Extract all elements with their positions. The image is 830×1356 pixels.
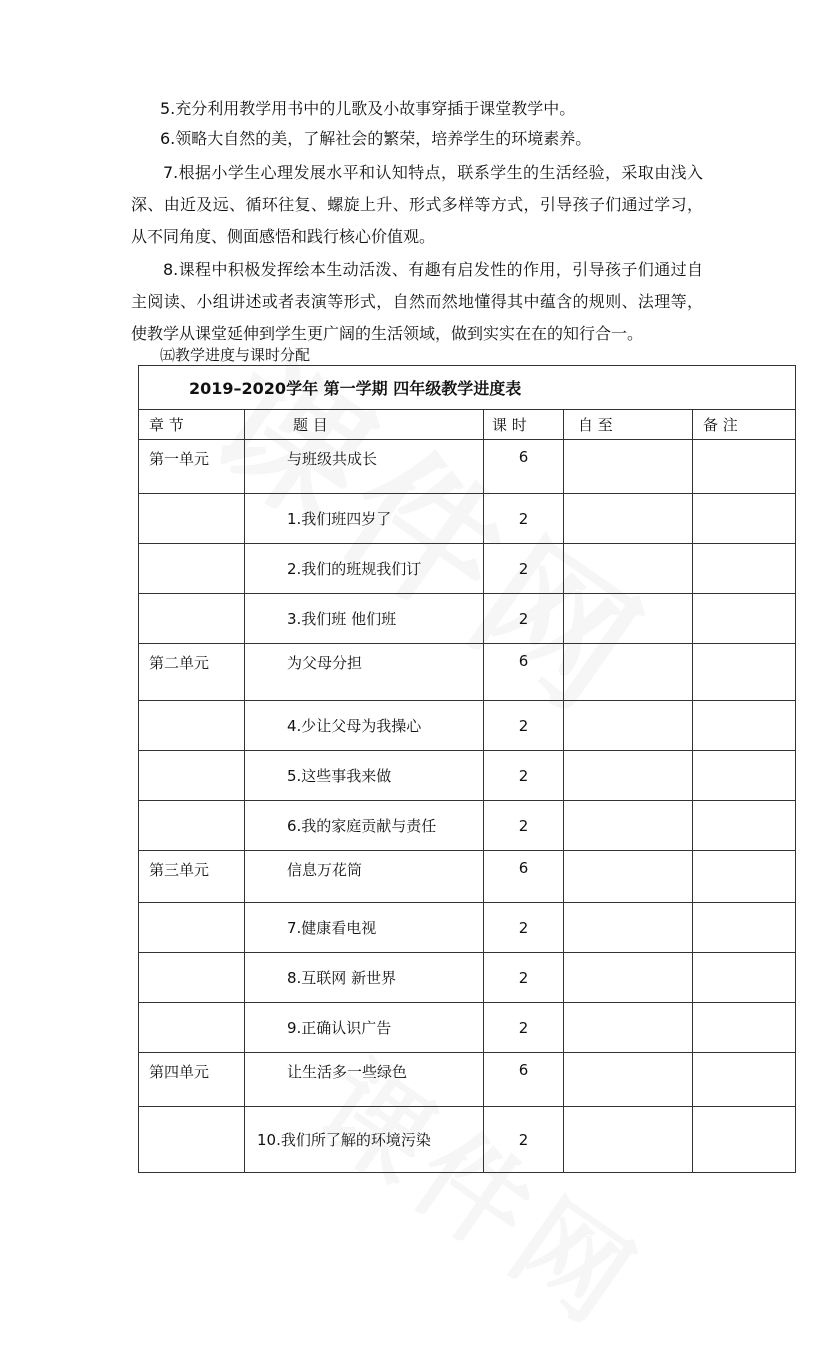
cell-topic: 8.互联网 新世界 [245,953,484,1003]
cell-topic: 7.健康看电视 [245,903,484,953]
cell-hours: 2 [484,953,564,1003]
cell-from-to [564,953,693,1003]
cell-hours: 2 [484,751,564,801]
cell-topic: 2.我们的班规我们订 [245,544,484,594]
cell-hours: 2 [484,1003,564,1053]
cell-chapter [139,701,245,751]
cell-hours: 6 [484,440,564,494]
cell-chapter: 第三单元 [139,851,245,903]
cell-topic: 5.这些事我来做 [245,751,484,801]
cell-hours: 2 [484,701,564,751]
table-title-row [139,366,796,410]
cell-notes [693,701,796,751]
cell-chapter [139,953,245,1003]
table-row [139,594,796,644]
cell-topic: 为父母分担 [245,644,484,701]
table-row [139,801,796,851]
cell-from-to [564,701,693,751]
cell-topic: 10.我们所了解的环境污染 [245,1107,484,1173]
header-topic: 题 目 [245,410,484,440]
cell-chapter: 第四单元 [139,1053,245,1107]
cell-from-to [564,1107,693,1173]
cell-from-to [564,1053,693,1107]
table-row [139,494,796,544]
cell-notes [693,801,796,851]
cell-chapter [139,494,245,544]
table-row [139,701,796,751]
table-row [139,644,796,701]
cell-topic: 9.正确认识广告 [245,1003,484,1053]
cell-notes [693,903,796,953]
table-row [139,953,796,1003]
cell-topic: 6.我的家庭贡献与责任 [245,801,484,851]
table-row [139,1003,796,1053]
cell-hours: 2 [484,1107,564,1173]
cell-hours: 6 [484,644,564,701]
cell-chapter: 第一单元 [139,440,245,494]
cell-chapter [139,544,245,594]
cell-from-to [564,751,693,801]
header-from-to: 自 至 [564,410,693,440]
table-header-row [139,410,796,440]
cell-from-to [564,544,693,594]
cell-hours: 2 [484,544,564,594]
cell-from-to [564,594,693,644]
table-row [139,440,796,494]
paragraph-7: 7.根据小学生心理发展水平和认知特点，联系学生的生活经验，采取由浅入深、由近及远、循环往复、螺旋上升、形式多样等方式，引导孩子们通过学习，从不同角度、侧面感悟和践行核心价值观。 [131,163,703,246]
cell-hours: 6 [484,1053,564,1107]
table-row [139,851,796,903]
table-row [139,544,796,594]
cell-chapter [139,594,245,644]
cell-notes [693,494,796,544]
cell-chapter [139,751,245,801]
cell-chapter [139,801,245,851]
cell-notes [693,751,796,801]
cell-hours: 6 [484,851,564,903]
header-chapter: 章 节 [139,410,245,440]
cell-notes [693,440,796,494]
cell-from-to [564,903,693,953]
cell-topic: 与班级共成长 [245,440,484,494]
cell-topic: 4.少让父母为我操心 [245,701,484,751]
cell-notes [693,1107,796,1173]
cell-chapter [139,1107,245,1173]
cell-hours: 2 [484,801,564,851]
cell-topic: 让生活多一些绿色 [245,1053,484,1107]
paragraph-8: 8.课程中积极发挥绘本生动活泼、有趣有启发性的作用，引导孩子们通过自主阅读、小组讲述或者表演等形式，自然而然地懂得其中蕴含的规则、法理等，使教学从课堂延伸到学生更广阔的生活领域，做到实实在在的知行合一。 [131,260,703,343]
schedule-table [138,365,796,1173]
cell-notes [693,1053,796,1107]
cell-chapter [139,903,245,953]
cell-topic: 1.我们班四岁了 [245,494,484,544]
cell-hours: 2 [484,594,564,644]
paragraph-5: 5.充分利用教学用书中的儿歌及小故事穿插于课堂教学中。 [160,99,576,118]
cell-notes [693,644,796,701]
header-notes: 备 注 [693,410,796,440]
section-heading: ㈤教学进度与课时分配 [160,346,311,364]
cell-notes [693,851,796,903]
table-row [139,1053,796,1107]
header-hours: 课 时 [484,410,564,440]
table-title: 2019–2020学年 第一学期 四年级教学进度表 [139,366,796,410]
cell-hours: 2 [484,494,564,544]
cell-hours: 2 [484,903,564,953]
cell-chapter [139,1003,245,1053]
cell-chapter: 第二单元 [139,644,245,701]
cell-from-to [564,851,693,903]
cell-topic: 信息万花筒 [245,851,484,903]
paragraph-6: 6.领略大自然的美，了解社会的繁荣，培养学生的环境素养。 [160,129,592,148]
cell-from-to [564,440,693,494]
cell-from-to [564,801,693,851]
table-row [139,751,796,801]
table-row [139,903,796,953]
cell-notes [693,953,796,1003]
cell-notes [693,544,796,594]
cell-notes [693,1003,796,1053]
cell-topic: 3.我们班 他们班 [245,594,484,644]
table-row [139,1107,796,1173]
cell-from-to [564,494,693,544]
cell-from-to [564,1003,693,1053]
cell-from-to [564,644,693,701]
cell-notes [693,594,796,644]
